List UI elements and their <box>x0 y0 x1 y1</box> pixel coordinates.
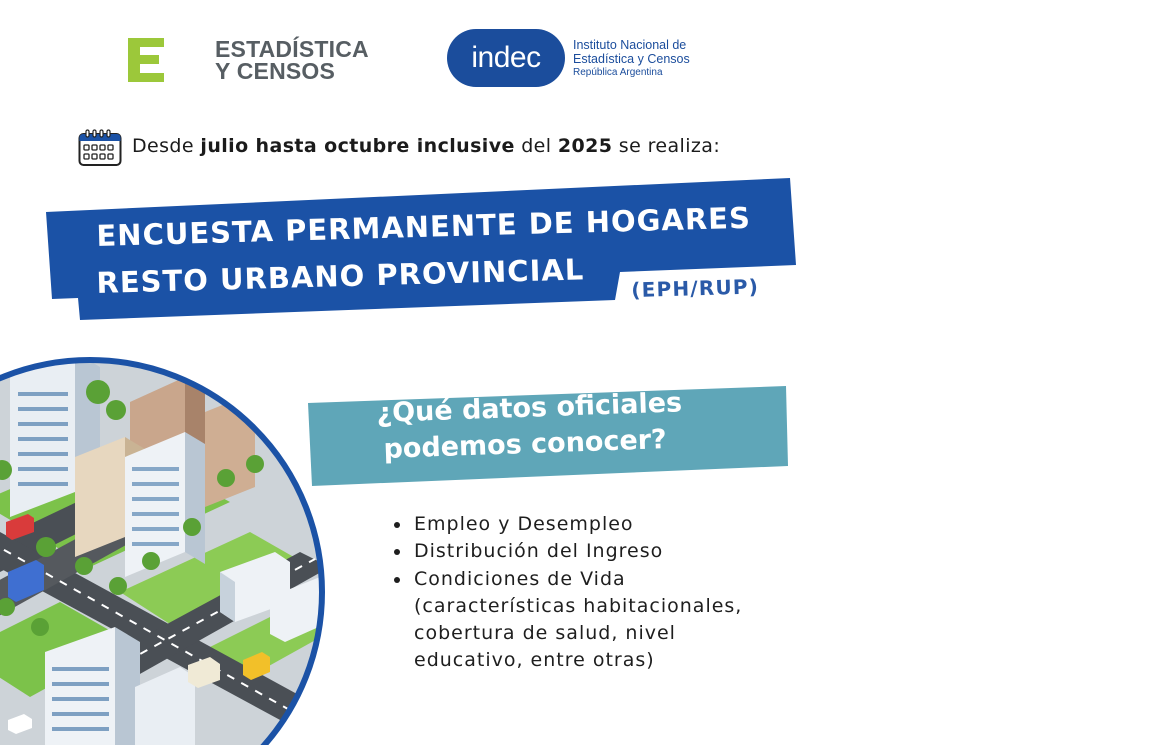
survey-title-line2: RESTO URBANO PROVINCIAL <box>96 252 585 300</box>
topic-detail-line1: (características habitacionales, <box>414 594 743 617</box>
date-months: julio hasta octubre inclusive <box>200 135 515 157</box>
indec-logo-line2: Estadística y Censos <box>573 52 690 66</box>
date-text-1: Desde <box>132 135 201 157</box>
topic-detail-line2: cobertura de salud, nivel <box>414 622 676 645</box>
survey-acronym: (EPH/RUP) <box>631 274 760 302</box>
topic-label: Distribución del Ingreso <box>414 540 664 563</box>
date-text-2: del <box>514 135 558 157</box>
question-line2: podemos conocer? <box>383 424 668 465</box>
indec-logo-line3: República Argentina <box>573 67 663 78</box>
date-text-3: se realiza: <box>612 135 721 157</box>
topic-label: Condiciones de Vida <box>414 567 626 590</box>
date-year: 2025 <box>557 135 613 157</box>
survey-title-line1: ENCUESTA PERMANENTE DE HOGARES <box>96 200 752 253</box>
question-line1: ¿Qué datos oficiales <box>376 387 683 429</box>
er-logo-line1: ESTADÍSTICA <box>215 36 369 62</box>
list-item <box>412 511 742 538</box>
indec-logo-mark: indec <box>447 29 565 87</box>
topics-list <box>392 511 742 675</box>
list-item <box>412 566 742 675</box>
topic-detail-line3: educativo, entre otras) <box>414 649 655 672</box>
list-item <box>412 538 742 565</box>
er-logo-line2: Y CENSOS <box>215 58 336 84</box>
indec-logo-line1: Instituto Nacional de <box>573 38 687 52</box>
topic-label: Empleo y Desempleo <box>414 513 634 535</box>
